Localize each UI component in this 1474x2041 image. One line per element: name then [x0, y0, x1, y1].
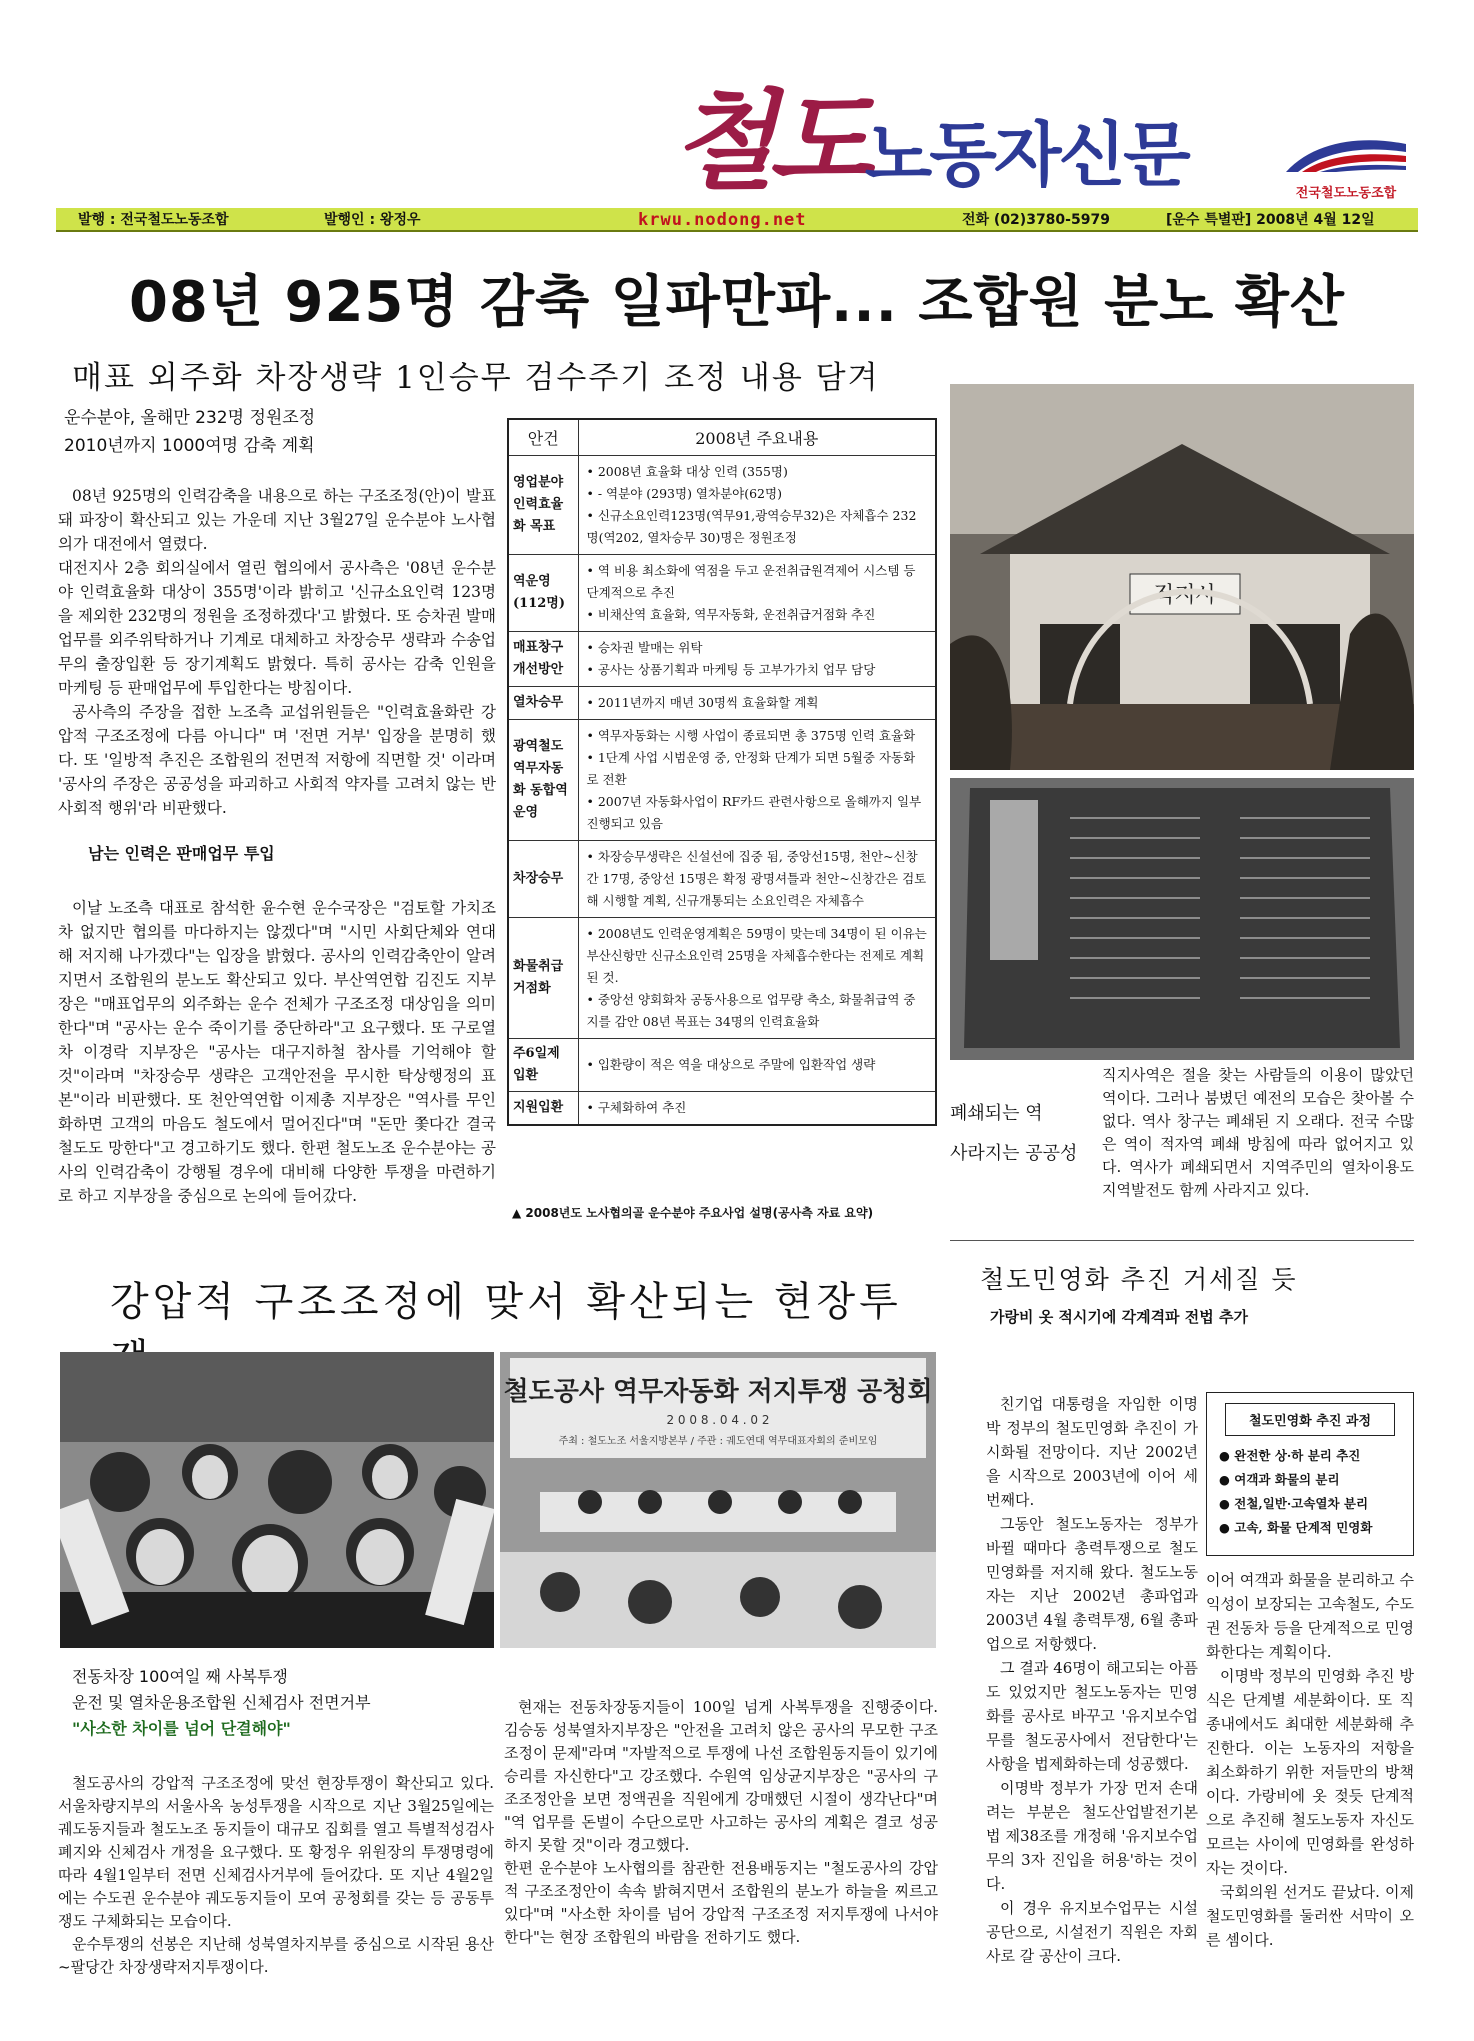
second-paragraph: 현재는 전동차장동지들이 100일 넘게 사복투쟁을 진행중이다. 김승동 성북열차지부장은 "안전을 고려치 않은 공사의 무모한 구조조정이 문제"라며 "자발적으로 투쟁에 나선 조합원동지들이 있기에 승리를 자신한다"고 강조했다. 수원역 임상균지부장은 "공사의 구조조정안을 보면 정액권을 직원에게 강매했던 시절이 생각난다"며 "역 업무를 돈벌이 수단으로만 사고하는 공사의 계획은 결코 성공하지 못할 것"이라 경고했다. — [504, 1698, 938, 1854]
station-side-1: 폐쇄되는 역 — [950, 1103, 1043, 1124]
second-paragraph: 철도공사의 강압적 구조조정에 맞선 현장투쟁이 확산되고 있다. 서울차량지부의 서울사옥 농성투쟁을 시작으로 지난 3월25일에는 궤도동지들과 철도노조 동지들이 대규모 집회를 열고 특별적성검사 폐지와 신체검사 개정을 요구했다. 또 황정우 위원장의 투쟁명령에 따라 4월1일부터 전면 신체검사거부에 들어갔다. 또 지난 4월2일에는 수도권 운수분야 궤도동지들이 모여 공청회를 갖는 등 공동투쟁도 구체화되는 모습이다. — [58, 1774, 494, 1930]
table-category: 광역철도 역무자동화 동합역 운영 — [508, 719, 578, 840]
rail-logo-icon — [1276, 134, 1416, 174]
edition-date: [운수 특별판] 2008년 4월 12일 — [1166, 212, 1375, 228]
table-row — [508, 686, 936, 719]
station-caption: 직지사역은 절을 찾는 사람들의 이용이 많았던 역이다. 그러나 붐볐던 예전의 모습은 찾아볼 수 없다. 역사 창구는 폐쇄된 지 오래다. 전국 수많은 역이 적자역 폐쇄 방침에 따라 없어지고 있다. 역사가 폐쇄되면서 지역주민의 열차이용도 지역발전도 함께 사라지고 있다. — [1102, 1066, 1414, 1199]
station-side-2: 사라지는 공공성 — [950, 1143, 1078, 1164]
privatization-item — [1219, 1492, 1413, 1516]
third-paragraph: 친기업 대통령을 자임한 이명박 정부의 철도민영화 추진이 가시화될 전망이다. 지난 2002년을 시작으로 2003년에 이어 세 번째다. — [986, 1395, 1198, 1509]
table-item: • 입환량이 적은 역을 대상으로 주말에 입환작업 생략 — [587, 1054, 928, 1076]
union-logo — [1276, 134, 1416, 202]
table-category: 화물취급 거점화 — [508, 917, 578, 1038]
second-kicker-3: "사소한 차이를 넘어 단결해야" — [72, 1719, 291, 1738]
third-paragraph: 이명박 정부가 가장 먼저 손대려는 부분은 철도산업발전기본법 제38조를 개정해 '유지보수업무의 3자 진입을 허용'하는 것이다. — [986, 1779, 1198, 1893]
table-content — [578, 686, 936, 719]
table-content — [578, 719, 936, 840]
divider — [950, 1240, 1414, 1241]
station-sign: 직지사 — [1153, 583, 1217, 608]
third-title: 철도민영화 추진 거세질 듯 — [980, 1265, 1298, 1294]
hearing-image — [500, 1352, 936, 1648]
rally-image — [60, 1352, 494, 1648]
lead-paragraph: 08년 925명의 인력감축을 내용으로 하는 구조조정(안)이 발표돼 파장이 확산되고 있는 가운데 지난 3월27일 운수분야 노사협의가 대전에서 열렸다. — [58, 487, 496, 553]
table-content — [578, 554, 936, 631]
table-item: • 중앙선 양회화차 공동사용으로 업무량 축소, 화물취급역 중지를 감안 08년 목표는 34명의 인력효율화 — [587, 989, 928, 1033]
table-row — [508, 917, 936, 1038]
table-row — [508, 840, 936, 917]
station-photo — [950, 384, 1414, 770]
table-category: 역운영 (112명) — [508, 554, 578, 631]
privatization-item — [1219, 1468, 1413, 1492]
plan-table — [507, 418, 937, 1126]
table-content — [578, 1038, 936, 1091]
table-item: • 2007년 자동화사업이 RF카드 관련사항으로 올해까지 일부 진행되고 있음 — [587, 791, 928, 835]
bullet-icon: ● — [1219, 1496, 1235, 1511]
table-row — [508, 554, 936, 631]
second-body-right — [504, 1696, 938, 1949]
table-content — [578, 917, 936, 1038]
third-paragraph: 그 결과 46명이 해고되는 아픔도 있었지만 철도노동자는 민영화를 공사로 바꾸고 '유지보수업무를 철도공사에서 전담한다'는 사항을 법제화하는데 성공했다. — [986, 1659, 1198, 1773]
lead-body — [58, 484, 496, 1208]
table-content — [578, 1091, 936, 1125]
table-category: 지원입환 — [508, 1091, 578, 1125]
lead-paragraph: 대전지사 2층 회의실에서 열린 협의에서 공사측은 '08년 운수분야 인력효율화 대상이 355명'이라 밝히고 '신규소요인력 123명을 제외한 232명의 정원을 조정하겠다'고 밝혔다. 또 승차권 발매업무를 외주위탁하거나 기계로 대체하고 차장승무 생략과 수송업무의 출장입환 등 장기계획도 밝혔다. 특히 공사는 감축 인원을 마케팅 등 판매업무에 투입한다는 방침이다. — [58, 559, 496, 697]
third-paragraph: 이 경우 유지보수업무는 시설공단으로, 시설전기 직원은 자회사로 갈 공산이 크다. — [986, 1899, 1198, 1965]
table-item: • 승차권 발매는 위탁 — [587, 637, 928, 659]
station-building-image — [950, 384, 1414, 770]
privatization-item — [1219, 1444, 1413, 1468]
privatization-box-title: 철도민영화 추진 과정 — [1225, 1403, 1395, 1436]
third-paragraph: 이명박 정부의 민영화 추진 방식은 단계별 세분화이다. 또 직종내에서도 최대한 세분화해 추진한다. 이는 노동자의 저항을 최소화하기 위한 저들만의 방책이다. 가랑비에 옷 젖듯 단계적으로 추진해 철도노동자 자신도 모르는 사이에 민영화를 완성하자는 것이다. — [1206, 1667, 1414, 1877]
privatization-item-label: 고속, 화물 단계적 민영화 — [1234, 1520, 1373, 1535]
table-row — [508, 1091, 936, 1125]
table-item: • - 역분야 (293명) 열차분야(62명) — [587, 483, 928, 505]
second-kicker-1: 전동차장 100여일 째 사복투쟁 — [72, 1667, 288, 1686]
table-category: 영업분야 인력효율화 목표 — [508, 455, 578, 554]
third-paragraph: 국회의원 선거도 끝났다. 이제 철도민영화를 둘러싼 서막이 오른 셈이다. — [1206, 1883, 1414, 1949]
lead-kicker-2: 2010년까지 1000여명 감축 계획 — [64, 436, 315, 456]
privatization-item-label: 전철,일반·고속열차 분리 — [1234, 1496, 1369, 1511]
rally-photo — [60, 1352, 494, 1648]
plaque-photo — [950, 778, 1414, 1060]
lead-paragraph: 이날 노조측 대표로 참석한 윤수현 운수국장은 "검토할 가치조차 없지만 협의를 마다하지는 않겠다"며 "시민 사회단체와 연대해 저지해 나가겠다"는 입장을 밝혔다. 공사의 인력감축안이 알려지면서 조합원의 분노도 확산되고 있다. 부산역연합 김진도 지부장은 "매표업무의 외주화는 운수 전체가 구조조정 대상임을 의미한다"며 "공사는 운수 죽이기를 중단하라"고 요구했다. 또 구로열차 이경락 지부장은 "공사는 대구지하철 참사를 기억해야 할 것"이라며 "차장승무 생략은 고객안전을 무시한 탁상행정의 표본"이라 비판했다. 또 천안역연합 이제총 지부장은 "역사를 무인화하면 고객의 마음도 철도에서 멀어진다"며 "돈만 쫓다간 결국 철도도 망한다"고 경고하기도 했다. 한편 철도노조 운수분야는 공사의 인력감축이 강행될 경우에 대비해 다양한 투쟁을 마련하기로 하고 지부장을 중심으로 논의에 들어갔다. — [58, 899, 496, 1205]
publisher: 발행 : 전국철도노동조합 — [78, 212, 229, 228]
bullet-icon: ● — [1219, 1520, 1235, 1535]
lead-kicker — [64, 404, 315, 460]
second-paragraph: 한편 운수분야 노사협의를 참관한 전용배동지는 "철도공사의 강압적 구조조정안이 속속 밝혀지면서 조합원의 분노가 하늘을 찌르고 있다"며 "사소한 차이를 넘어 강압적 구조조정 저지투쟁에 나서야 한다"는 현장 조합원의 바람을 전하기도 했다. — [504, 1859, 938, 1946]
table-head-category: 안건 — [508, 419, 578, 455]
hearing-banner-date: 2 0 0 8 . 0 4 . 0 2 — [666, 1413, 770, 1427]
website-link[interactable]: krwu.nodong.net — [638, 210, 807, 230]
station-side-title — [950, 1094, 1094, 1174]
bullet-icon: ● — [1219, 1448, 1235, 1463]
table-row — [508, 1038, 936, 1091]
second-body-left — [58, 1772, 494, 1979]
table-item: • 2008년도 인력운영계획은 59명이 맞는데 34명이 된 이유는 부산신항만 신규소요인력 25명을 자체흡수한다는 전제로 계획된 것. — [587, 923, 928, 989]
table-row — [508, 455, 936, 554]
third-subtitle: 가랑비 옷 적시기에 각계격파 전법 추가 — [990, 1308, 1248, 1326]
table-item: • 차장승무생략은 신설선에 집중 됨, 중앙선15명, 천안~신창간 17명, 중앙선 15명은 확정 광명셔틀과 천안~신창간은 검토해 시행할 계획, 신규개통되는 소요인력은 자체흡수 — [587, 846, 928, 912]
table-content — [578, 631, 936, 686]
table-row — [508, 719, 936, 840]
lead-kicker-1: 운수분야, 올해만 232명 정원조정 — [64, 408, 316, 428]
table-item: • 역무자동화는 시행 사업이 종료되면 총 375명 인력 효율화 — [587, 725, 928, 747]
third-paragraph: 이어 여객과 화물을 분리하고 수익성이 보장되는 고속철도, 수도권 전동차 등을 단계적으로 민영화한다는 계획이다. — [1206, 1571, 1414, 1661]
hearing-banner-title: 철도공사 역무자동화 저지투쟁 공청회 — [503, 1377, 933, 1407]
hearing-photo — [500, 1352, 936, 1648]
issuer: 발행인 : 왕정우 — [324, 212, 421, 228]
table-category: 열차승무 — [508, 686, 578, 719]
table-category: 주6일제 입환 — [508, 1038, 578, 1091]
table-row — [508, 631, 936, 686]
second-kicker-2: 운전 및 열차운용조합원 신체검사 전면거부 — [72, 1693, 371, 1712]
info-bar — [56, 208, 1418, 232]
table-item: • 2008년 효율화 대상 인력 (355명) — [587, 461, 928, 483]
masthead-title — [672, 79, 1372, 208]
table-head-content: 2008년 주요내용 — [578, 419, 936, 455]
table-item: • 구체화하여 추진 — [587, 1097, 928, 1119]
second-paragraph: 운수투쟁의 선봉은 지난해 성북열차지부를 중심으로 시작된 용산~팔당간 차장생략저지투쟁이다. — [58, 1935, 494, 1976]
table-caption: ▲ 2008년도 노사협의골 운수분야 주요사업 설명(공사측 자료 요약) — [512, 1206, 874, 1220]
privatization-box — [1206, 1392, 1414, 1556]
third-body-right — [1206, 1568, 1414, 1952]
table-content — [578, 455, 936, 554]
masthead-title-a: 철도 — [672, 79, 865, 205]
privatization-list — [1207, 1444, 1413, 1540]
table-category: 차장승무 — [508, 840, 578, 917]
third-paragraph: 그동안 철도노동자는 정부가 바뀔 때마다 총력투쟁으로 철도민영화를 저지해 왔다. 철도노동자는 지난 2002년 총파업과 2003년 4월 총력투쟁, 6월 총파업으로 저항했다. — [986, 1515, 1198, 1653]
table-category: 매표창구 개선방안 — [508, 631, 578, 686]
second-kicker — [72, 1664, 502, 1742]
third-body-left — [986, 1392, 1198, 1968]
lead-subtitle: 남는 인력은 판매업무 투입 — [88, 844, 275, 863]
table-item: • 1단계 사업 시범운영 중, 안정화 단계가 되면 5월중 자동화로 전환 — [587, 747, 928, 791]
union-name: 전국철도노동조합 — [1295, 186, 1397, 201]
masthead-title-b: 노동자신문 — [864, 114, 1188, 196]
table-item: • 공사는 상품기획과 마케팅 등 고부가가치 업무 담당 — [587, 659, 928, 681]
phone: 전화 (02)3780-5979 — [962, 212, 1110, 228]
hearing-banner-sub: 주최 : 철도노조 서울지방본부 / 주관 : 궤도연대 역무대표자회의 준비모임 — [558, 1436, 878, 1447]
second-title: 강압적 구조조정에 맞서 확산되는 현장투 — [110, 1279, 902, 1325]
table-item: • 신규소요인력123명(역무91,광역승무32)은 자체흡수 232명(역202, 열차승무 30)명은 정원조정 — [587, 505, 928, 549]
table-item: • 역 비용 최소화에 역점을 두고 운전취급원격제어 시스템 등 단계적으로 추진 — [587, 560, 928, 604]
table-item: • 2011년까지 매년 30명씩 효율화할 계획 — [587, 692, 928, 714]
lead-subhead: 매표 외주화 차장생략 1인승무 검수주기 조정 내용 담겨 — [72, 360, 880, 396]
privatization-item-label: 여객과 화물의 분리 — [1234, 1472, 1340, 1487]
stone-plaque-image — [950, 778, 1414, 1060]
bullet-icon: ● — [1219, 1472, 1235, 1487]
table-content — [578, 840, 936, 917]
lead-paragraph: 공사측의 주장을 접한 노조측 교섭위원들은 "인력효율화란 강압적 구조조정에 다름 아니다" 며 '전면 거부' 입장을 분명히 했다. 또 '일방적 추진은 조합원의 전면적 저항에 직면할 것' 이라며 '공사의 주장은 공공성을 파괴하고 사회적 약자를 고려치 않는 반사회적 행위'라 비판했다. — [58, 703, 496, 817]
privatization-item — [1219, 1516, 1413, 1540]
headline: 08년 925명 감축 일파만파... 조합원 분노 확산 — [128, 270, 1346, 335]
privatization-item-label: 완전한 상·하 분리 추진 — [1234, 1448, 1361, 1463]
table-item: • 비채산역 효율화, 역무자동화, 운전취급거점화 추진 — [587, 604, 928, 626]
